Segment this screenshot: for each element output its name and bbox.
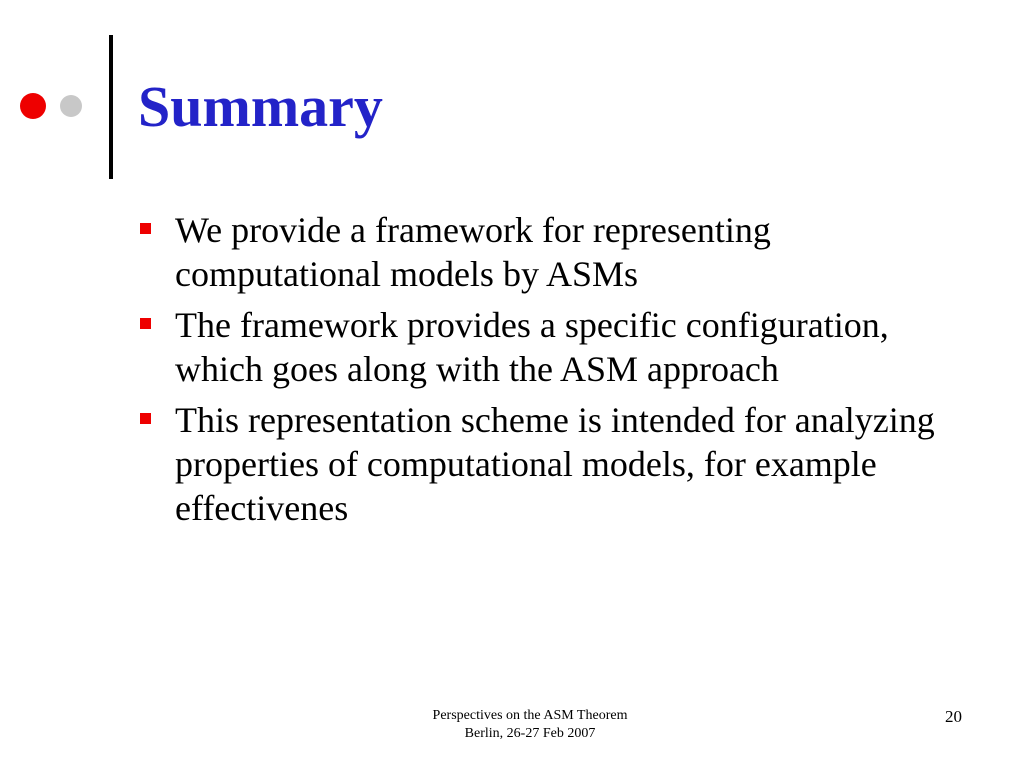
bullet-text: We provide a framework for representing computational models by ASMs — [175, 210, 771, 294]
square-bullet-icon — [140, 318, 151, 329]
bullet-text: This representation scheme is intended for analyzing properties of computational models, for example effectivenes — [175, 400, 935, 528]
footer-title: Perspectives on the ASM Theorem — [432, 708, 628, 723]
square-bullet-icon — [140, 223, 151, 234]
slide-title: Summary — [138, 74, 383, 139]
footer — [370, 707, 690, 743]
bullet-item — [175, 398, 935, 530]
bullet-item — [175, 303, 935, 391]
bullet-text: The framework provides a specific configuration, which goes along with the ASM approach — [175, 305, 889, 389]
bullet-item — [175, 208, 935, 296]
square-bullet-icon — [140, 413, 151, 424]
bullet-list — [175, 208, 935, 537]
gray-dot-icon — [60, 95, 82, 117]
red-dot-icon — [20, 93, 46, 119]
page-number: 20 — [945, 707, 962, 726]
footer-date: Berlin, 26-27 Feb 2007 — [464, 726, 596, 741]
title-divider — [109, 35, 113, 179]
